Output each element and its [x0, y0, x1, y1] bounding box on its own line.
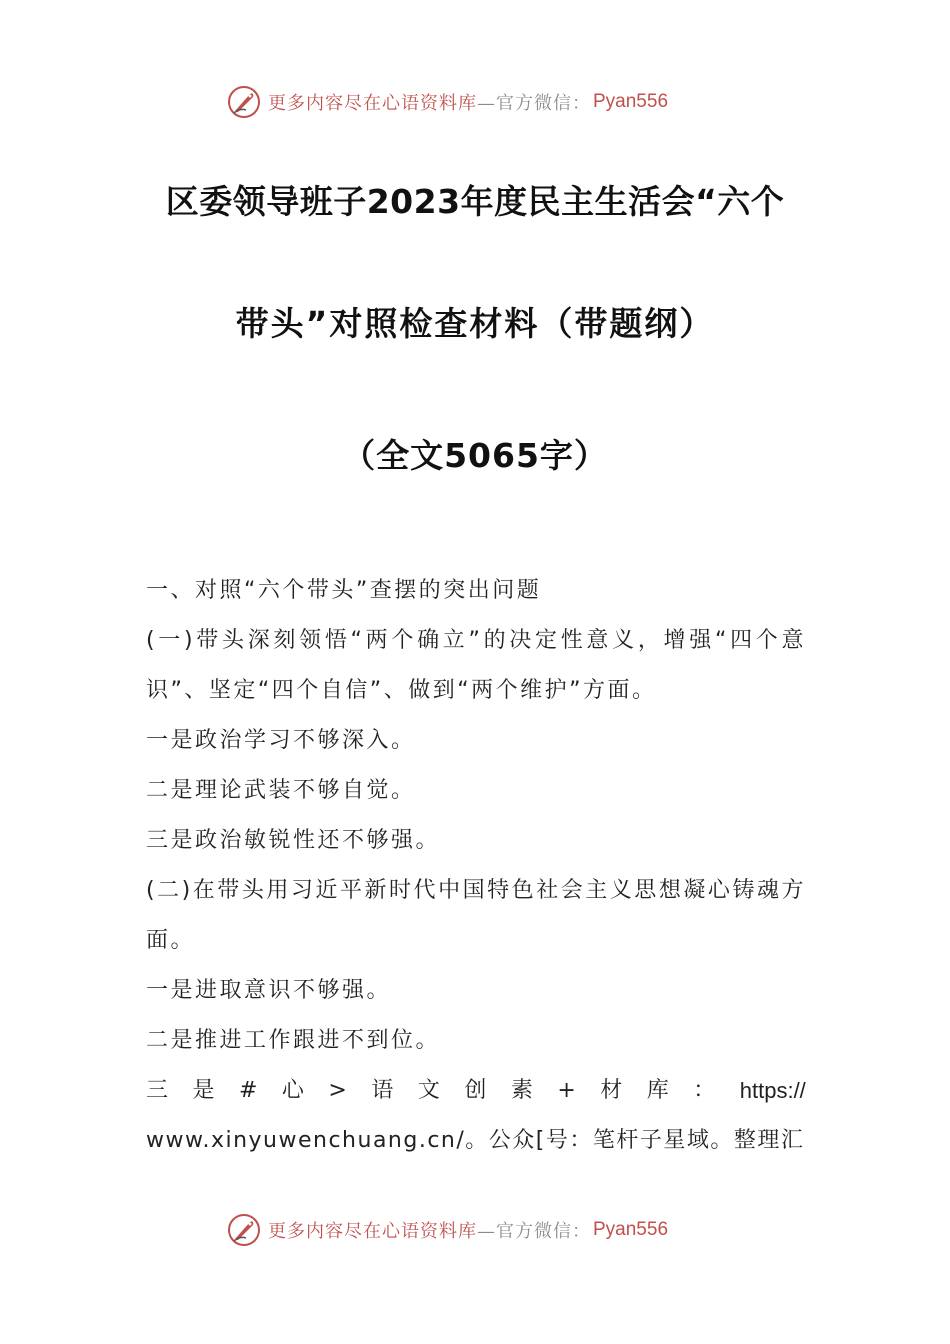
spread-char: ： [693, 1078, 716, 1103]
document-title-line-1: 区委领导班子2023年度民主生活会“六个 [165, 182, 785, 221]
spread-char: > [328, 1078, 347, 1103]
spread-char: + [557, 1078, 576, 1103]
section-heading: 一、对照“六个带头”查摆的突出问题 [146, 578, 542, 603]
spread-char: 创 [464, 1078, 487, 1103]
subsection-2-item-1: 一是进取意识不够强。 [146, 978, 392, 1003]
quill-logo-icon [226, 1212, 262, 1248]
document-word-count: （全文5065字） [342, 436, 608, 475]
quill-logo-icon [226, 84, 262, 120]
spread-char: 材 [600, 1078, 623, 1103]
watermark-wechat-id: Pyan556 [593, 1219, 669, 1240]
watermark-wechat-id: Pyan556 [593, 91, 669, 112]
spread-char: 是 [192, 1078, 215, 1103]
document-body [146, 566, 806, 1166]
subsection-1-item-2: 二是理论武装不够自觉。 [146, 778, 416, 803]
watermark-main-text: 更多内容尽在心语资料库 [268, 93, 477, 114]
watermark-sub-text: —官方微信： [477, 1221, 591, 1242]
spread-char: 心 [281, 1078, 304, 1103]
url-fragment: https:// [739, 1078, 806, 1103]
watermark-header [226, 82, 668, 122]
watermark-sub-text: —官方微信： [477, 93, 591, 114]
spread-char: # [239, 1078, 258, 1103]
spread-char: 库 [646, 1078, 669, 1103]
subsection-1-item-3: 三是政治敏锐性还不够强。 [146, 828, 441, 853]
spread-char: 文 [417, 1078, 440, 1103]
watermark-footer [226, 1210, 668, 1250]
subsection-2-item-2: 二是推进工作跟进不到位。 [146, 1028, 441, 1053]
spread-char: 素 [510, 1078, 533, 1103]
subsection-2-item-3-line [146, 1066, 806, 1116]
subsection-2-heading: (二)在带头用习近平新时代中国特色社会主义思想凝心铸魂方面。 [146, 878, 806, 953]
document-title-line-2: 带头”对照检查材料（带题纲） [235, 304, 715, 343]
subsection-1-heading: (一)带头深刻领悟“两个确立”的决定性意义，增强“四个意识”、坚定“四个自信”、做到“两个维护”方面。 [146, 628, 806, 703]
watermark-main-text: 更多内容尽在心语资料库 [268, 1221, 477, 1242]
spread-char: 语 [371, 1078, 394, 1103]
subsection-1-item-1: 一是政治学习不够深入。 [146, 728, 416, 753]
url-continuation-line: www.xinyuwenchuang.cn/。公众[号：笔杆子星域。整理汇 [146, 1128, 805, 1153]
spread-char: 三 [146, 1078, 169, 1103]
